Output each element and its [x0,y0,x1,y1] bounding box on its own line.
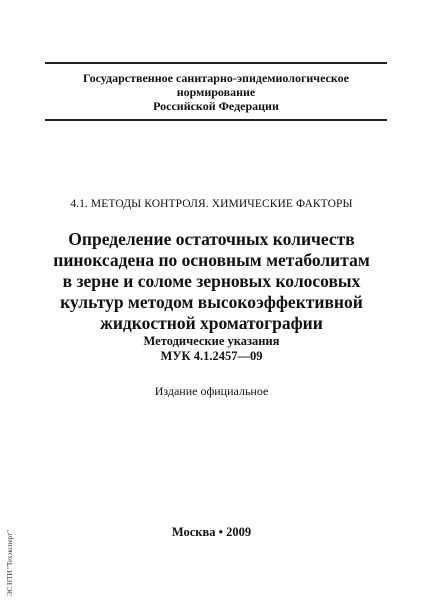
document-subtitle [0,334,423,364]
city-year: Москва • 2009 [171,525,252,539]
header-line-2: Российской Федерации [153,99,279,113]
subtitle-line-2: МУК 4.1.2457—09 [160,349,263,363]
document-title [0,229,423,334]
title-line-3: в зерне и соломе зерновых колосовых [62,271,361,291]
title-line-4: культур методом высокоэффективной [60,292,363,312]
title-line-1: Определение остаточных количеств [68,229,355,249]
side-stamp: ЭС НТИ "Техэксперт" [6,530,14,596]
edition-label: Издание официальное [154,384,269,398]
header-block [45,62,387,121]
title-line-5: жидкостной хроматографии [100,313,323,333]
subtitle-line-1: Методические указания [143,334,280,348]
header-line-1: Государственное санитарно-эпидемиологическое нормирование [83,71,349,99]
series-label: 4.1. МЕТОДЫ КОНТРОЛЯ. ХИМИЧЕСКИЕ ФАКТОРЫ [70,198,353,210]
title-line-2: пиноксадена по основным метаболитам [53,250,370,270]
